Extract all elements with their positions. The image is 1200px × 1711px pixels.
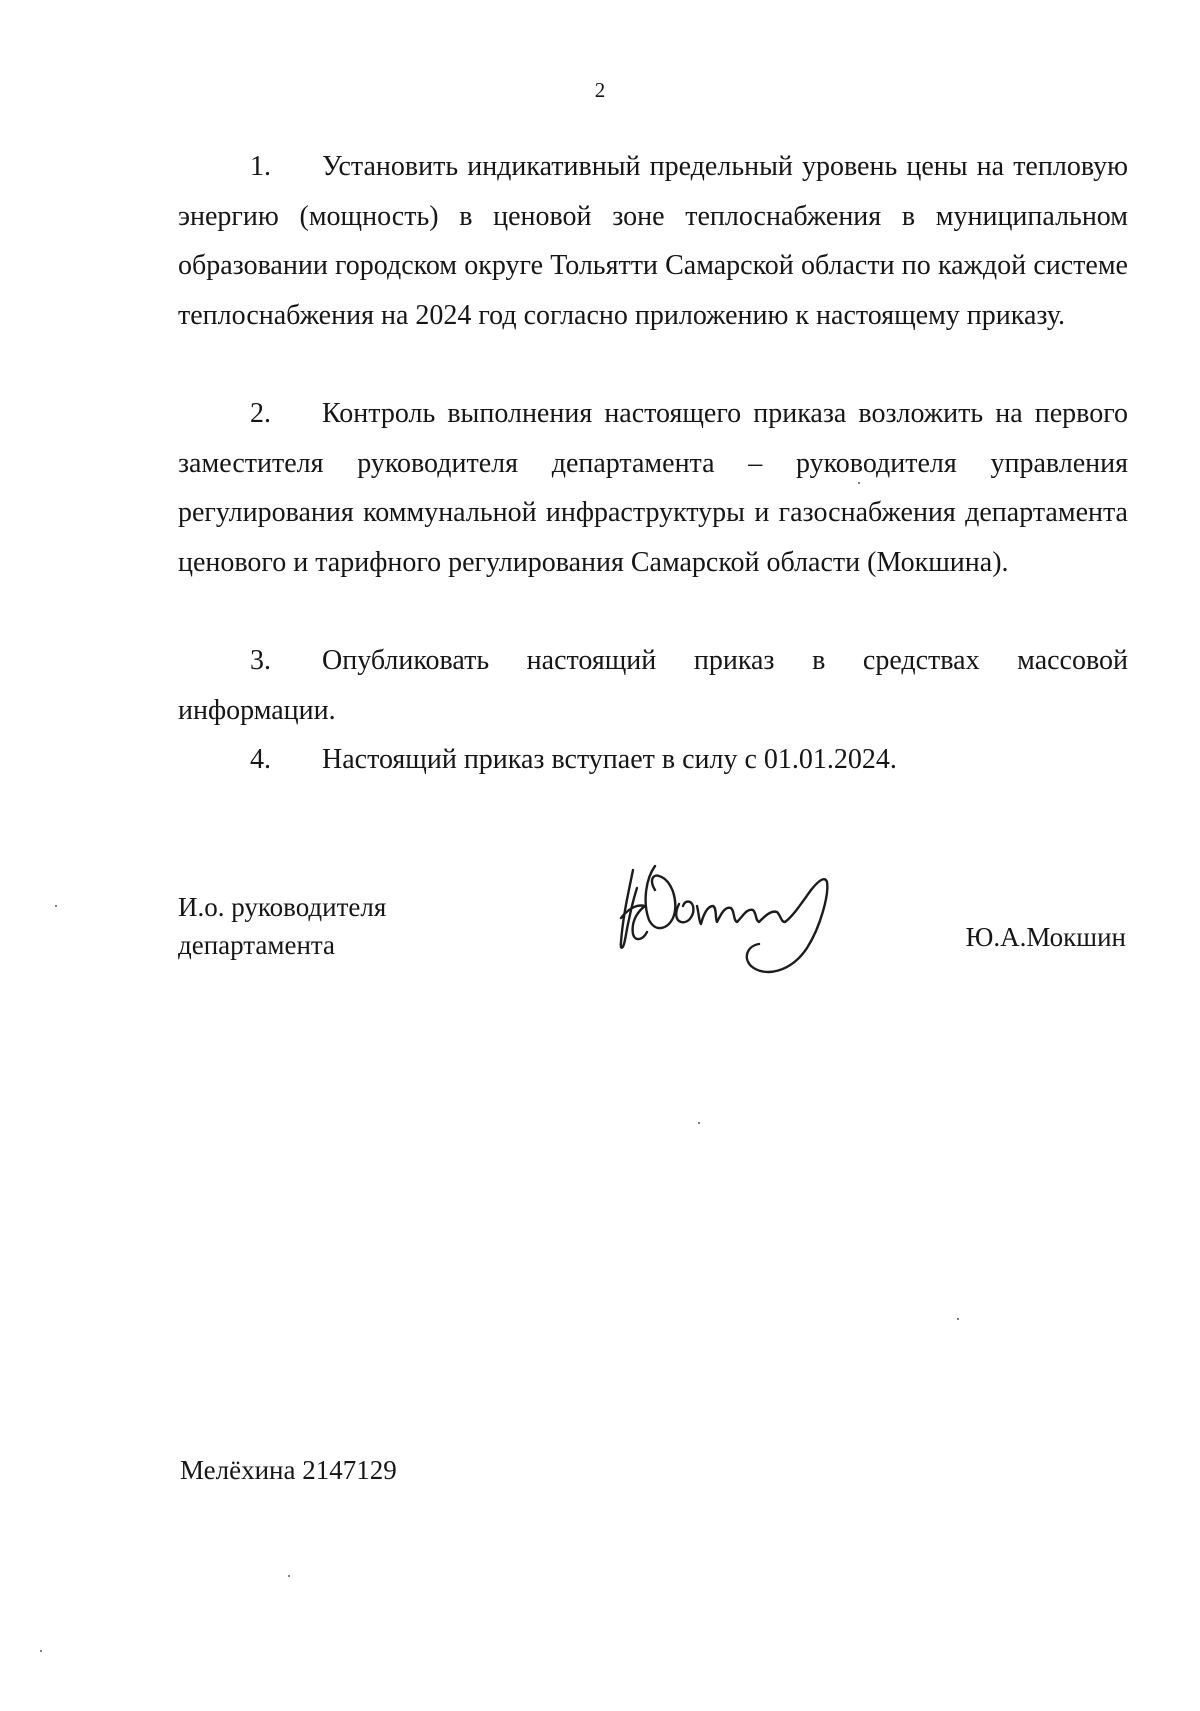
paragraph-text: Контроль выполнения настоящего приказа возложить на первого заместителя руководителя департамента – руководителя управления регулирования коммунальной инфраструктуры и газоснабжения департамента ценового и тарифного регулирования Самарской области (Мокшина).	[178, 398, 1128, 578]
scan-speck	[40, 1650, 42, 1652]
paragraph-number: 2.	[250, 398, 271, 429]
paragraph-text: Опубликовать настоящий приказ в средствах массовой информации.	[178, 645, 1128, 726]
handwritten-signature	[615, 860, 860, 980]
page-number: 2	[594, 78, 606, 102]
paragraph-text: Установить индикативный предельный уровень цены на тепловую энергию (мощность) в ценовой зоне теплоснабжения в муниципальном образовании городском округе Тольятти Самарской области по каждой системе теплоснабжения на 2024 год согласно приложению к настоящему приказу.	[178, 151, 1128, 331]
paragraph-3	[178, 636, 1128, 735]
signatory-position-line-1: И.о. руководителя	[178, 892, 387, 922]
paragraph-2	[178, 389, 1128, 587]
signatory-position-line-2: департамента	[178, 930, 336, 960]
scan-speck	[858, 482, 860, 484]
paragraph-number: 3.	[250, 645, 271, 676]
scan-speck	[698, 1122, 700, 1124]
executor-contact: Мелёхина 2147129	[180, 1455, 397, 1485]
paragraph-1	[178, 142, 1128, 340]
signatory-name: Ю.А.Мокшин	[965, 922, 1126, 952]
scan-speck	[55, 905, 57, 907]
paragraph-number: 4.	[250, 744, 271, 775]
paragraph-4	[178, 735, 1128, 785]
scan-speck	[957, 1318, 959, 1320]
paragraph-text: Настоящий приказ вступает в силу с 01.01.2024.	[322, 744, 897, 775]
scan-speck	[288, 1575, 290, 1577]
paragraph-number: 1.	[250, 151, 271, 182]
signatory-position	[178, 888, 386, 964]
